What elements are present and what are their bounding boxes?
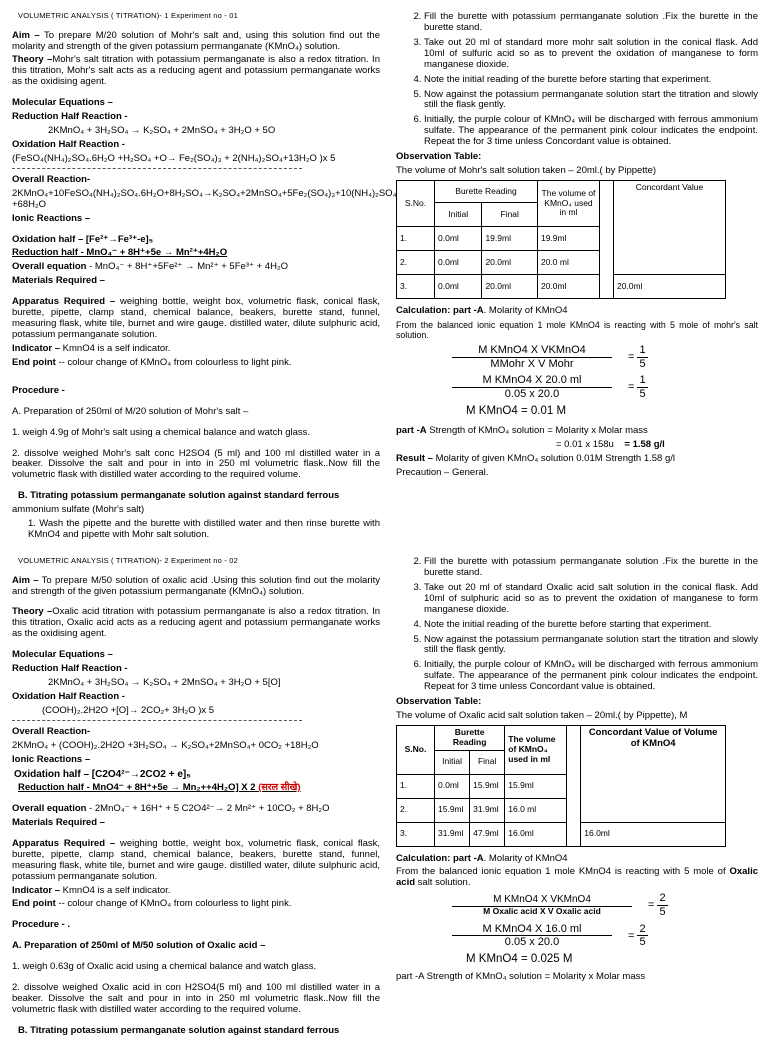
table-header-sno: S.No. — [397, 180, 435, 226]
exp2-endpoint: End point -- colour change of KMnO₄ from colourless to light pink. — [12, 898, 292, 910]
exp1-step1: 1. weigh 4.9g of Mohr's salt using a chemical balance and watch glass. — [12, 426, 311, 438]
exp1-overall-label: Overall Reaction- — [12, 173, 91, 185]
table-header-sno: S.No. — [397, 725, 435, 774]
exp2-calc-desc: From the balanced ionic equation 1 mole KMnO4 is reacting with 5 mole of Oxalic acid salt solution. — [396, 866, 758, 889]
exp1-materials: Materials Required – — [12, 275, 105, 287]
table-header-volume: The volume of KMnO₄ used in ml — [505, 725, 567, 774]
exp1-procedure: Procedure - — [12, 384, 65, 396]
exp2-right-column — [396, 557, 758, 986]
exp2-step-item: 2. Fill the burette with potassium permanganate solution .Fix the burette in the burette stand. — [424, 557, 758, 579]
exp1-step-item: 6. Initially, the purple colour of KMnO₄ will be discharged with ferrous ammonium sulfate. The appearance of the permanent pink colour indicates the endpoint. Repeat the for 3 time unless Concordant value is obtained. — [424, 115, 758, 148]
exp2-steps-list — [396, 557, 758, 693]
table-header-burette: Burette Reading — [435, 180, 538, 202]
table-row: 2. 15.9ml 31.9ml 16.0 ml — [397, 798, 726, 822]
exp2-oxidation-eq: (COOH)₂.2H2O +[O]→ 2CO₂+ 3H₂O )x 5 — [42, 704, 215, 716]
exp1-calc-title: Calculation: part -A. Molarity of KMnO4 — [396, 304, 568, 316]
exp1-observation-title: Observation Table: — [396, 151, 482, 163]
exp2-indicator: Indicator – KmnO4 is a self indicator. — [12, 884, 171, 896]
exp1-strength-line2: = 0.01 x 158u = 1.58 g/l — [556, 438, 665, 450]
exp2-header: VOLUMETRIC ANALYSIS ( TITRATION)- 2 Experiment no - 02 — [18, 556, 239, 565]
table-spacer — [599, 180, 613, 298]
exp2-materials: Materials Required – — [12, 816, 105, 828]
exp1-precaution: Precaution – General. — [396, 466, 489, 478]
table-header-initial: Initial — [435, 202, 482, 226]
table-spacer — [567, 725, 581, 846]
table-header-concordant: Concordant Value of Volume of KMnO4 — [581, 725, 726, 822]
exp1-ionic-overall: Overall equation - MnO₄⁻ + 8H⁺+5Fe²⁺ → Mn²⁺ + 5Fe³⁺ + 4H₂O — [12, 261, 289, 273]
exp2-formula-1: $\frac{\text{M KMnO4 X VKMnO4}}{\text{M Oxalic acid X V Oxalic acid}}$ = $\frac{2}{5}$ — [396, 892, 758, 918]
exp1-step-item: 3. Take out 20 ml of standard more mohr salt solution in the conical flask. Add 10ml of sulfuric acid so as to prevent the oxidation of manganese to form manganese dioxide. — [424, 38, 758, 71]
exp2-formula-2: $\frac{\text{M KMnO4 X 16.0 ml}}{0.05 x 20.0}$ = $\frac{2}{5}$ — [396, 923, 758, 949]
exp1-result: Result – Molarity of given KMnO₄ solution 0.01M Strength 1.58 g/l — [396, 452, 675, 464]
exp2-strength-cut: part -A Strength of KMnO₄ solution = Molarity x Molar mass — [396, 971, 646, 983]
exp1-part-b-step1: 1. Wash the pipette and the burette with distilled water and then rinse burette with KMnO4 and pipette with Mohr salt solution. — [28, 518, 380, 541]
exp2-molarity-result: M KMnO4 = 0.025 M — [466, 952, 573, 965]
table-header-initial: Initial — [435, 750, 470, 774]
exp1-strength: part -A Strength of KMnO₄ solution = Molarity x Molar mass — [396, 424, 648, 436]
concordant-value: 20.0ml — [613, 274, 725, 298]
exp1-step-item: 4. Note the initial reading of the burette before starting that experiment. — [424, 75, 758, 86]
exp1-observation-sub: The volume of Mohr's salt solution taken – 20ml.( by Pippette) — [396, 165, 657, 177]
exp1-step2: 2. dissolve weighed Mohr's salt conc H2SO4 (5 ml) and 100 ml distilled water in a beaker. Dissolve the salt and pour in into in 250 ml volumetric flask..Now fill the volumetric flask with distilled water according to the required volume. — [12, 447, 380, 481]
exp2-divider — [12, 720, 302, 721]
table-row: 3. 0.0ml 20.0ml 20.0ml 20.0ml — [397, 274, 726, 298]
table-header-concordant: Concordant Value — [613, 180, 725, 274]
exp2-procedure: Procedure - . — [12, 919, 71, 931]
table-header-volume: The volume of KMnO₄ used in ml — [537, 180, 599, 226]
exp1-steps-list — [396, 12, 758, 148]
exp2-molecular-equations: Molecular Equations – — [12, 649, 113, 661]
exp2-left-column — [12, 557, 380, 1040]
exp1-reduction-half: Reduction Half Reaction - — [12, 111, 128, 123]
exp2-step-item: 6. Initially, the purple colour of KMnO₄ will be discharged with ferrous ammonium sulfate. The appearance of the permanent pink colour indicates the endpoint. Repeat for 3 time unless Concordant value is obtained. — [424, 660, 758, 693]
concordant-value: 16.0ml — [581, 822, 726, 846]
exp1-aim: Aim – To prepare M/20 solution of Mohr's salt and, using this solution find out the molarity and strength of the given potassium permanganate (KMnO₄) solution. — [12, 29, 381, 52]
exp2-ionic-reduction: Reduction half - MnO4⁻ + 8H⁺+5e → Mn₂++4H₂O] X 2 (सरल सीखे) — [18, 782, 301, 794]
exp2-part-b: B. Titrating potassium permanganate solution against standard ferrous — [18, 1024, 340, 1036]
exp1-divider — [12, 168, 302, 169]
exp2-step-item: 3. Take out 20 ml of standard Oxalic acid salt solution in the conical flask. Add 10ml of sulphuric acid so as to prevent the oxidation of manganese to form manganese dioxide. — [424, 583, 758, 616]
exp1-overall-eq: 2KMnO₄+10FeSO₄(NH₄)₂SO₄.6H₂O+8H₂SO₄→K₂SO₄+2MnSO₄+5Fe₂(SO₄)₃+10(NH₄)₂SO₄ +68H₂O — [12, 187, 397, 210]
table-row: 3. 31.9ml 47.9ml 16.0ml 16.0ml — [397, 822, 726, 846]
exp1-calc-desc: From the balanced ionic equation 1 mole KMnO4 is reacting with 5 mole of mohr's salt solution. — [396, 319, 758, 341]
exp1-molecular-equations: Molecular Equations – — [12, 97, 113, 109]
exp1-part-a: A. Preparation of 250ml of M/20 solution of Mohr's salt – — [12, 405, 249, 417]
exp2-theory: Theory –Oxalic acid titration with potassium permanganate is also a redox titration. In this titration, Oxalic acid acts as a reducing agent and potassium permanganate works as the oxidising agent. — [12, 606, 380, 640]
table-header-burette: Burette Reading — [435, 725, 505, 750]
exp2-oxidation-half: Oxidation Half Reaction - — [12, 691, 125, 702]
exp2-overall-eq: 2KMnO₄ + (COOH)₂.2H2O +3H₂SO₄ → K₂SO₄+2MnSO₄+ 0CO₂ +18H₂O — [12, 739, 319, 751]
exp1-header: VOLUMETRIC ANALYSIS ( TITRATION)- 1 Experiment no - 01 — [18, 11, 239, 20]
exp2-overall-label: Overall Reaction- — [12, 725, 91, 737]
exp2-observation-table — [396, 725, 726, 847]
exp2-step1: 1. weigh 0.63g of Oxalic acid using a chemical balance and watch glass. — [12, 961, 317, 973]
exp1-molarity-result: M KMnO4 = 0.01 M — [466, 404, 567, 417]
exp1-step-item: 2. Fill the burette with potassium permanganate solution .Fix the burette in the burette stand. — [424, 12, 758, 34]
exp2-aim: Aim – To prepare M/50 solution of oxalic acid .Using this solution find out the molarity and strength of the given potassium permanganate (KMnO₄) solution. — [12, 574, 380, 597]
exp1-ionic-reduction: Reduction half - MnO₄⁻ + 8H⁺+5e → Mn²⁺+4H₂O — [12, 247, 228, 259]
exp2-reduction-eq: 2KMnO₄ + 3H₂SO₄ → K₂SO₄ + 2MnSO₄ + 3H₂O + 5[O] — [48, 677, 281, 689]
exp1-ionic-label: Ionic Reactions – — [12, 212, 91, 224]
exp1-theory: Theory –Mohr's salt titration with potassium permanganate is also a redox titration. In this titration, Mohr's salt acts as a reducing agent and potassium permanganate works as the oxidising agent. — [12, 54, 380, 88]
exp1-oxidation-half: Oxidation Half Reaction - — [12, 139, 125, 150]
exp2-step-item: 4. Note the initial reading of the burette before starting that experiment. — [424, 620, 758, 631]
table-row: 2. 0.0ml 20.0ml 20.0 ml — [397, 250, 726, 274]
exp1-ionic-oxidation: Oxidation half – [Fe²⁺→Fe³⁺-e]₅ — [12, 233, 154, 245]
exp2-calc-title: Calculation: part -A. Molarity of KMnO4 — [396, 852, 568, 864]
table-header-final: Final — [482, 202, 538, 226]
exp1-formula-1: $\frac{\text{M KMnO4 X VKMnO4}}{\text{MMohr X V Mohr}}$ = $\frac{1}{5}$ — [396, 344, 758, 370]
exp1-endpoint: End point -- colour change of KMnO₄ from colourless to light pink. — [12, 356, 292, 368]
table-row: 1. 0.0ml 15.9ml 15.9ml — [397, 774, 726, 798]
exp2-ionic-overall: Overall equation - 2MnO₄⁻ + 16H⁺ + 5 C2O4²⁻→ 2 Mn²⁺ + 10CO₂ + 8H₂O — [12, 803, 330, 815]
table-row: 1. 0.0ml 19.9ml 19.9ml — [397, 226, 726, 250]
exp1-left-column — [12, 11, 397, 544]
table-header-final: Final — [470, 750, 505, 774]
exp1-formula-2: $\frac{\text{M KMnO4 X 20.0 ml}}{0.05 x 20.0}$ = $\frac{1}{5}$ — [396, 374, 758, 400]
exp2-step2: 2. dissolve weighed Oxalic acid in con H2SO4(5 ml) and 100 ml distilled water in a beaker. Dissolve the salt and pour in into in 250 ml volumetric flask..Now fill the volumetric flask with distilled water according to the required volume. — [12, 982, 380, 1016]
exp1-right-column — [396, 12, 758, 482]
exp1-step-item: 5. Now against the potassium permanganate solution start the titration and slowly still the flask gently. — [424, 90, 758, 112]
exp2-reduction-half: Reduction Half Reaction - — [12, 663, 128, 675]
exp2-apparatus: Apparatus Required – weighing bottle, weight box, volumetric flask, conical flask, burette, pipette, clamp stand, chemical balance, beakers, burette stand, funnel, measuring flask, white tile, burnet and wire gauge. distilled water, dilute sulphuric acid, potassium permanganate solution. — [12, 837, 380, 882]
exp2-observation-title: Observation Table: — [396, 696, 482, 708]
exp1-reduction-eq: 2KMnO₄ + 3H₂SO₄ → K₂SO₄ + 2MnSO₄ + 3H₂O + 5O — [48, 125, 276, 137]
exp1-part-b-line2: ammonium sulfate (Mohr's salt) — [12, 504, 145, 516]
exp1-observation-table — [396, 180, 726, 299]
exp1-oxidation-eq: (FeSO₄(NH₄)₂SO₄.6H₂O +H₂SO₄ +O→ Fe₂(SO₄)₃ + 2(NH₄)₂SO₄+13H₂O )x 5 — [12, 152, 336, 164]
exp1-apparatus: Apparatus Required – weighing bottle, weight box, volumetric flask, conical flask, burette, pipette, clamp stand, chemical balance, beakers, burette stand, funnel, measuring flask, white tile, burnet and wire gauge. distilled water, dilute sulphuric acid, potassium permanganate solution. — [12, 296, 380, 340]
exp1-indicator: Indicator – KmnO4 is a self indicator. — [12, 342, 171, 354]
exp2-ionic-oxidation: Oxidation half – [C2O4²⁻→2CO2 + e]₅ — [14, 768, 191, 780]
exp2-part-a: A. Preparation of 250ml of M/50 solution of Oxalic acid – — [12, 940, 266, 952]
exp2-ionic-label: Ionic Reactions – — [12, 753, 91, 765]
exp2-observation-sub: The volume of Oxalic acid salt solution taken – 20ml.( by Pippette), M — [396, 710, 688, 722]
exp1-part-b: B. Titrating potassium permanganate solution against standard ferrous — [18, 490, 340, 502]
exp2-step-item: 5. Now against the potassium permanganate solution start the titration and slowly still the flask gently. — [424, 635, 758, 657]
